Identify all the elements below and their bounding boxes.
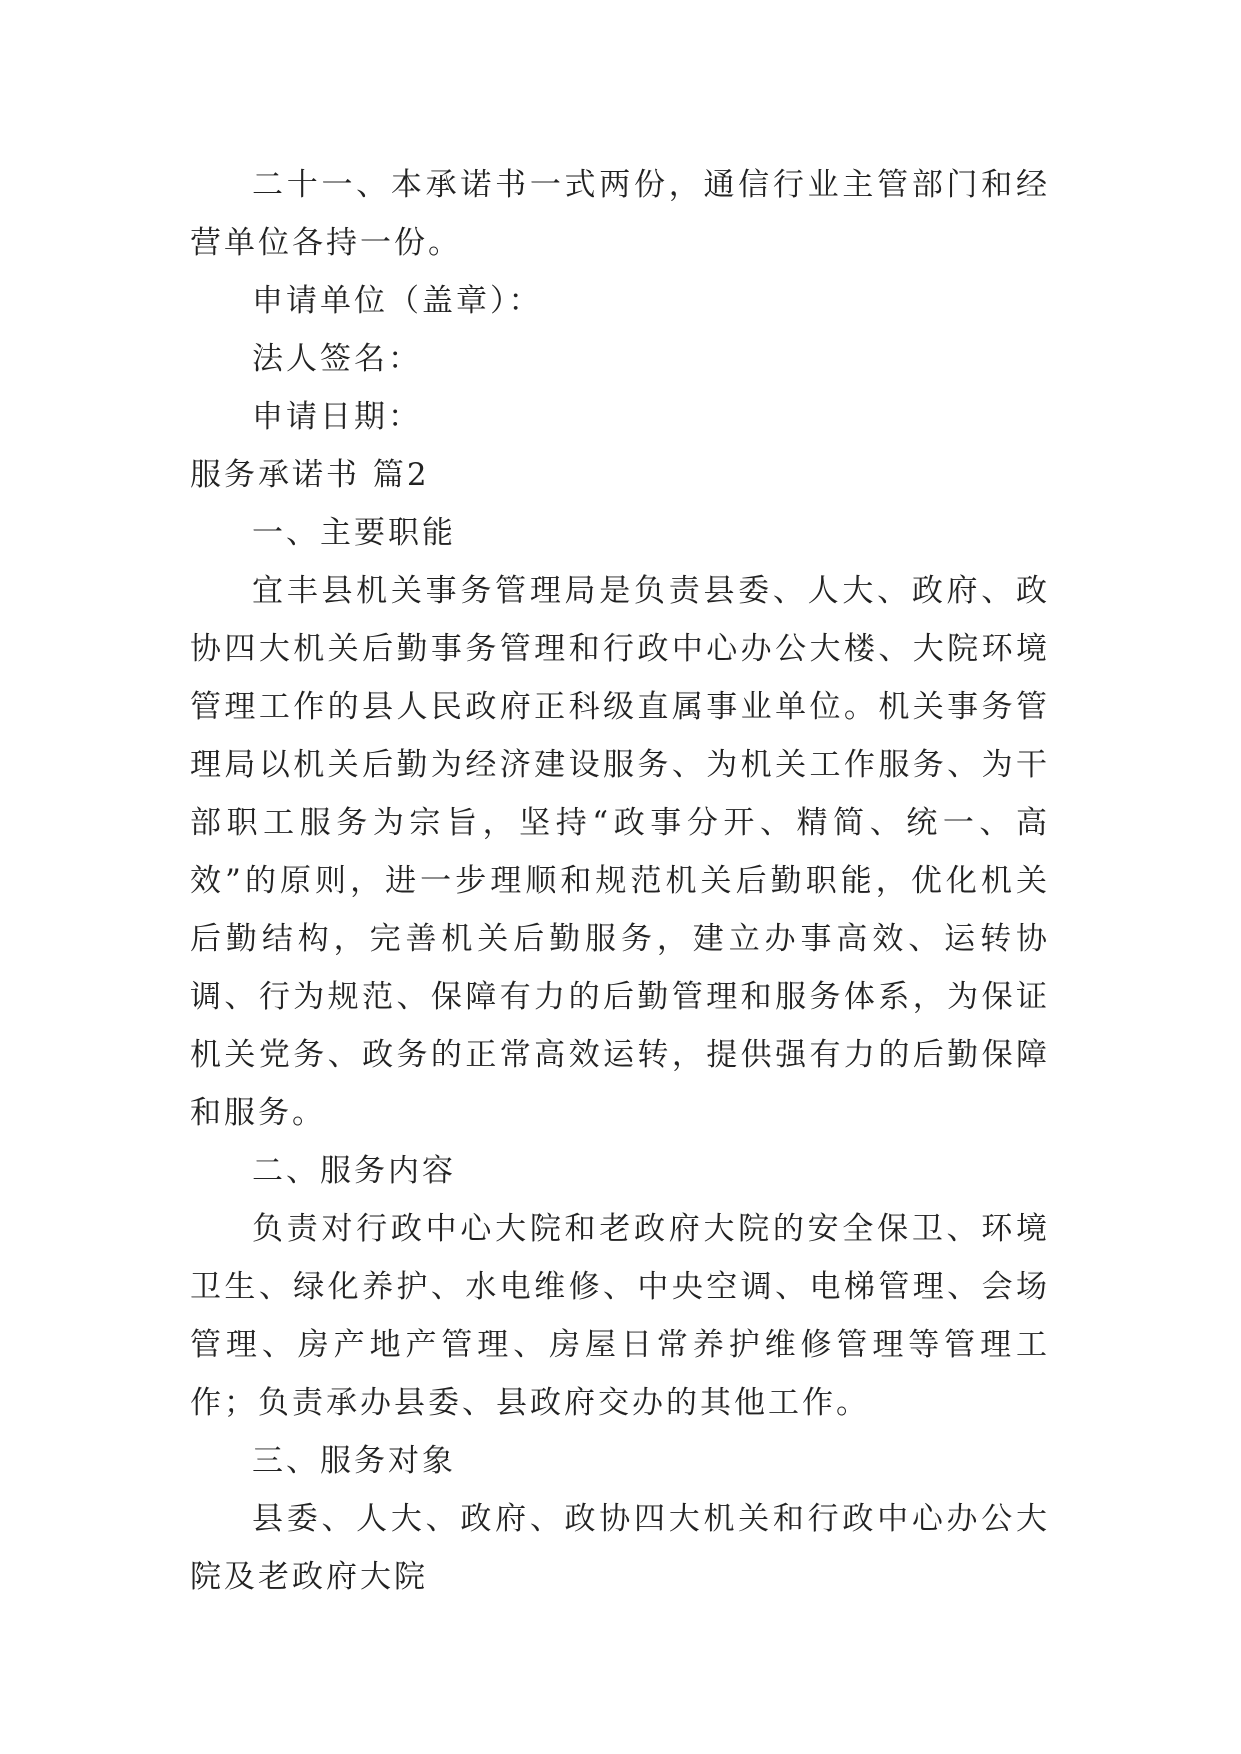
paragraph-clause-21: 二十一、本承诺书一式两份，通信行业主管部门和经营单位各持一份。	[190, 167, 1050, 261]
applicant-seal-line: 申请单位（盖章）：	[252, 283, 543, 319]
subheading-main-functions: 一、主要职能	[252, 515, 456, 551]
subheading-service-targets: 三、服务对象	[252, 1443, 456, 1479]
paragraph-service-targets: 县委、人大、政府、政协四大机关和行政中心办公大院及老政府大院	[190, 1501, 1050, 1595]
application-date-line: 申请日期：	[252, 399, 422, 435]
subheading-service-content: 二、服务内容	[252, 1153, 456, 1189]
legal-signature-line: 法人签名：	[252, 341, 422, 377]
paragraph-main-functions: 宜丰县机关事务管理局是负责县委、人大、政府、政协四大机关后勤事务管理和行政中心办公大楼、大院环境管理工作的县人民政府正科级直属事业单位。机关事务管理局以机关后勤为经济建设服务、为机关工作服务、为干部职工服务为宗旨，坚持“政事分开、精简、统一、高效”的原则，进一步理顺和规范机关后勤职能，优化机关后勤结构，完善机关后勤服务，建立办事高效、运转协调、行为规范、保障有力的后勤管理和服务体系，为保证机关党务、政务的正常高效运转，提供强有力的后勤保障和服务。	[190, 573, 1050, 1131]
paragraph-service-content: 负责对行政中心大院和老政府大院的安全保卫、环境卫生、绿化养护、水电维修、中央空调、电梯管理、会场管理、房产地产管理、房屋日常养护维修管理等管理工作；负责承办县委、县政府交办的其他工作。	[190, 1211, 1050, 1421]
section-title: 服务承诺书 篇2	[190, 457, 430, 493]
document-body	[190, 156, 1050, 1606]
